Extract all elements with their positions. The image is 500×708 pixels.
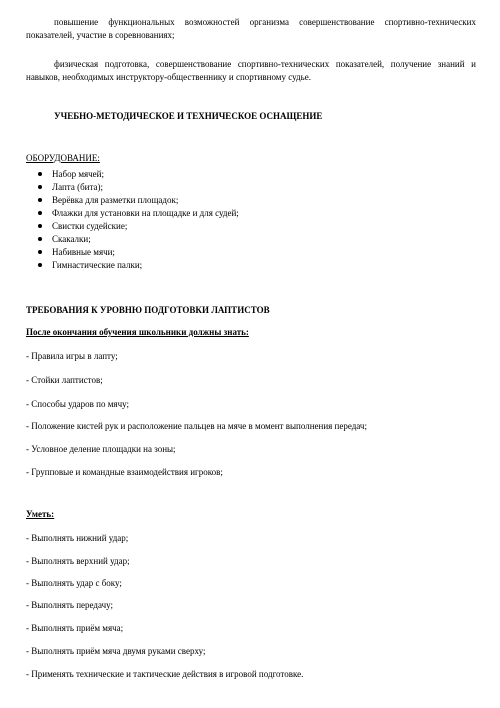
know-item: - Способы ударов по мячу; <box>26 399 129 409</box>
list-item: Набор мячей; <box>26 168 239 181</box>
can-item: - Выполнять передачу; <box>26 600 114 610</box>
equipment-label: ОБОРУДОВАНИЕ: <box>26 153 100 163</box>
bullet-icon <box>38 185 42 189</box>
section-title-requirements: ТРЕБОВАНИЯ К УРОВНЮ ПОДГОТОВКИ ЛАПТИСТОВ <box>26 305 270 315</box>
can-item: - Выполнять верхний удар; <box>26 556 130 566</box>
can-item: - Выполнять удар с боку; <box>26 578 122 588</box>
list-item: Набивные мячи; <box>26 246 239 259</box>
can-label: Уметь: <box>26 509 55 519</box>
list-item: Верёвка для разметки площадок; <box>26 194 239 207</box>
know-item: - Групповые и командные взаимодействия игроков; <box>26 467 223 477</box>
bullet-icon <box>38 237 42 241</box>
list-item: Свистки судейские; <box>26 220 239 233</box>
can-item: - Выполнять приём мяча двумя руками сверху; <box>26 646 206 656</box>
list-item: Скакалки; <box>26 233 239 246</box>
equipment-list <box>26 168 239 272</box>
list-item: Лапта (бита); <box>26 181 239 194</box>
bullet-icon <box>38 211 42 215</box>
know-item: - Положение кистей рук и расположение пальцев на мяче в момент выполнения передач; <box>26 421 367 431</box>
can-item: - Выполнять нижний удар; <box>26 533 129 543</box>
can-item: - Выполнять приём мяча; <box>26 623 124 633</box>
bullet-icon <box>38 172 42 176</box>
list-item: Флажки для установки на площадке и для судей; <box>26 207 239 220</box>
intro-paragraph-2: физическая подготовка, совершенствование спортивно-технических показателей, получение знаний и навыков, необходимых инструктору-общественнику и спортивному судье. <box>26 59 476 82</box>
bullet-icon <box>38 224 42 228</box>
list-item: Гимнастические палки; <box>26 259 239 272</box>
intro-paragraph-1: повышение функциональных возможностей организма совершенствование спортивно-технических показателей, участие в соревнованиях; <box>26 17 476 40</box>
know-label: После окончания обучения школьники должны знать: <box>26 327 249 337</box>
know-item: - Стойки лаптистов; <box>26 375 103 385</box>
bullet-icon <box>38 198 42 202</box>
know-item: - Условное деление площадки на зоны; <box>26 444 176 454</box>
bullet-icon <box>38 250 42 254</box>
know-item: - Правила игры в лапту; <box>26 351 118 361</box>
bullet-icon <box>38 263 42 267</box>
section-title-equipment: УЧЕБНО-МЕТОДИЧЕСКОЕ И ТЕХНИЧЕСКОЕ ОСНАЩЕНИЕ <box>54 111 323 121</box>
can-item: - Применять технические и тактические действия в игровой подготовке. <box>26 669 304 679</box>
